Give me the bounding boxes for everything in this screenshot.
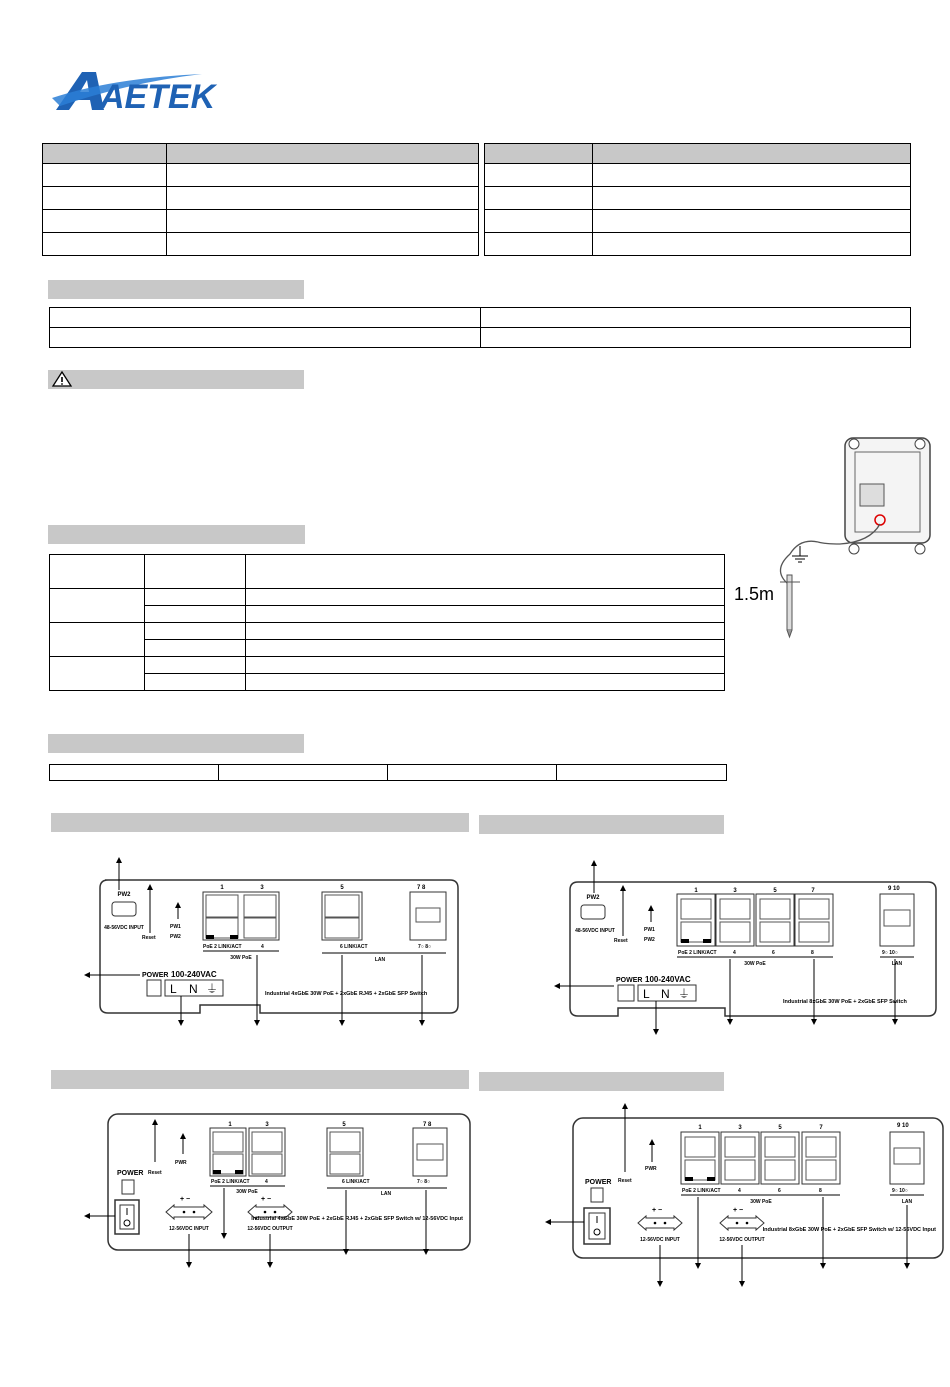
pw1-led-label: PW1 (170, 924, 181, 930)
port-4-num: 4 (733, 950, 736, 956)
port-4-num: 4 (738, 1188, 741, 1194)
lan-group-label: LAN (380, 1191, 392, 1197)
port-7-num: 7 (819, 1125, 823, 1131)
pw2-led-label: PW2 (170, 934, 181, 940)
input-label: 12-56VDC INPUT (640, 1237, 680, 1243)
port-3-num: 3 (260, 885, 264, 891)
input-polarity: + − (652, 1207, 663, 1214)
sfp-led-labels: 9○ 10○ (882, 950, 898, 956)
port-3-num: 3 (265, 1122, 269, 1128)
aetek-logo (52, 68, 222, 112)
reset-label: Reset (618, 1178, 632, 1184)
warning-icon (51, 370, 73, 388)
power-label: POWER (117, 1170, 144, 1177)
sfp-9-10-num: 9 10 (897, 1123, 909, 1129)
model-text: Industrial 8xGbE 30W PoE + 2xGbE SFP Switch w/ 12-56VDC Input (762, 1227, 936, 1233)
pw2-input-label: 48-56VDC INPUT (104, 925, 144, 931)
live-terminal-label: L (643, 987, 650, 1001)
section-band-2 (48, 525, 305, 544)
panel-band-ac-4port (51, 813, 469, 832)
grounding-diagram (730, 432, 945, 642)
lan-group-label: LAN (374, 957, 386, 963)
sfp-9-10-num: 9 10 (888, 886, 900, 892)
port-5-num: 5 (340, 885, 344, 891)
pw2-led-label: PW2 (644, 937, 655, 943)
poe-group-label: 30W PoE (236, 1189, 258, 1195)
poe-port-labels: PoE 2 LINK/ACT (211, 1179, 250, 1185)
pwr-led-label: PWR (645, 1166, 657, 1172)
poe-group-label: 30W PoE (750, 1199, 772, 1205)
poe-port-labels: PoE 2 LINK/ACT (682, 1188, 721, 1194)
earth-terminal-label: ⏚ (678, 987, 691, 1001)
reset-label: Reset (148, 1170, 162, 1176)
port-6-num: 6 LINK/ACT (342, 1179, 370, 1185)
panel-band-ac-8port (479, 815, 724, 834)
port-8-num: 8 (811, 950, 814, 956)
earth-terminal-label: ⏚ (206, 982, 219, 996)
poe-port-labels: PoE 2 LINK/ACT (678, 950, 717, 956)
ground-length-label: 1.5m (734, 584, 775, 604)
power-label: POWER (616, 977, 643, 984)
voltage-label: 100-240VAC (171, 970, 217, 979)
poe-group-label: 30W PoE (230, 955, 252, 961)
port-1-num: 1 (698, 1125, 702, 1131)
panel-ac-4port-diagram (50, 855, 470, 1030)
port-5-num: 5 (773, 888, 777, 894)
port-7-num: 7 (811, 888, 815, 894)
port-3-num: 3 (733, 888, 737, 894)
sfp-7-8-num: 7 8 (423, 1122, 432, 1128)
spec-table-left (42, 143, 479, 256)
model-text: Industrial 4xGbE 30W PoE + 2xGbE RJ45 + 2xGbE SFP Switch w/ 12-56VDC Input (251, 1216, 463, 1222)
output-label: 12-56VDC OUTPUT (719, 1237, 765, 1243)
port-8-num: 8 (819, 1188, 822, 1194)
port-1-num: 1 (228, 1122, 232, 1128)
pwr-led-label: PWR (175, 1160, 187, 1166)
voltage-label: 100-240VAC (645, 975, 691, 984)
power-label: POWER (142, 972, 169, 979)
panel-band-dc-4port (51, 1070, 469, 1089)
port-6-num: 6 (772, 950, 775, 956)
reset-label: Reset (614, 938, 628, 944)
led-table (49, 554, 725, 691)
port-1-num: 1 (220, 885, 224, 891)
pw2-input-label: 48-56VDC INPUT (575, 928, 615, 934)
section-band-3 (48, 734, 304, 753)
port-6-num: 6 LINK/ACT (340, 944, 368, 950)
input-polarity: + − (180, 1196, 191, 1203)
sfp-7-8-num: 7 8 (417, 885, 426, 891)
panel-dc-4port-diagram (80, 1112, 475, 1272)
panel-band-dc-8port (479, 1072, 724, 1091)
warning-band (48, 370, 304, 389)
lan-group-label: LAN (901, 1199, 913, 1205)
port-4-num: 4 (265, 1179, 268, 1185)
poe-group-label: 30W PoE (744, 961, 766, 967)
pw2-label: PW2 (117, 892, 131, 898)
two-column-table (49, 307, 911, 348)
port-4-num: 4 (261, 944, 264, 950)
port-5-num: 5 (778, 1125, 782, 1131)
port-3-num: 3 (738, 1125, 742, 1131)
output-label: 12-56VDC OUTPUT (247, 1226, 293, 1232)
panel-dc-8port-diagram (540, 1100, 945, 1290)
section-band-1 (48, 280, 304, 299)
power-label: POWER (585, 1179, 612, 1186)
port-1-num: 1 (694, 888, 698, 894)
port-6-num: 6 (778, 1188, 781, 1194)
input-label: 12-56VDC INPUT (169, 1226, 209, 1232)
model-text: Industrial 8xGbE 30W PoE + 2xGbE SFP Switch (783, 999, 907, 1005)
port-5-num: 5 (342, 1122, 346, 1128)
panel-ac-8port-diagram (550, 858, 945, 1038)
pw1-led-label: PW1 (644, 927, 655, 933)
poe-port-labels: PoE 2 LINK/ACT (203, 944, 242, 950)
four-column-table (49, 764, 727, 781)
lan-group-label: LAN (891, 961, 903, 967)
pw2-label: PW2 (586, 895, 600, 901)
model-text: Industrial 4xGbE 30W PoE + 2xGbE RJ45 + 2xGbE SFP Switch (265, 991, 428, 997)
spec-table-right (484, 143, 911, 256)
sfp-led-labels: 7○ 8○ (418, 944, 431, 950)
live-terminal-label: L (170, 982, 177, 996)
sfp-led-labels: 7○ 8○ (417, 1179, 430, 1185)
neutral-terminal-label: N (189, 982, 198, 996)
neutral-terminal-label: N (661, 987, 670, 1001)
sfp-led-labels: 9○ 10○ (892, 1188, 908, 1194)
logo-text: AETEK (100, 78, 216, 112)
reset-label: Reset (142, 935, 156, 941)
output-polarity: + − (261, 1196, 272, 1203)
output-polarity: + − (733, 1207, 744, 1214)
